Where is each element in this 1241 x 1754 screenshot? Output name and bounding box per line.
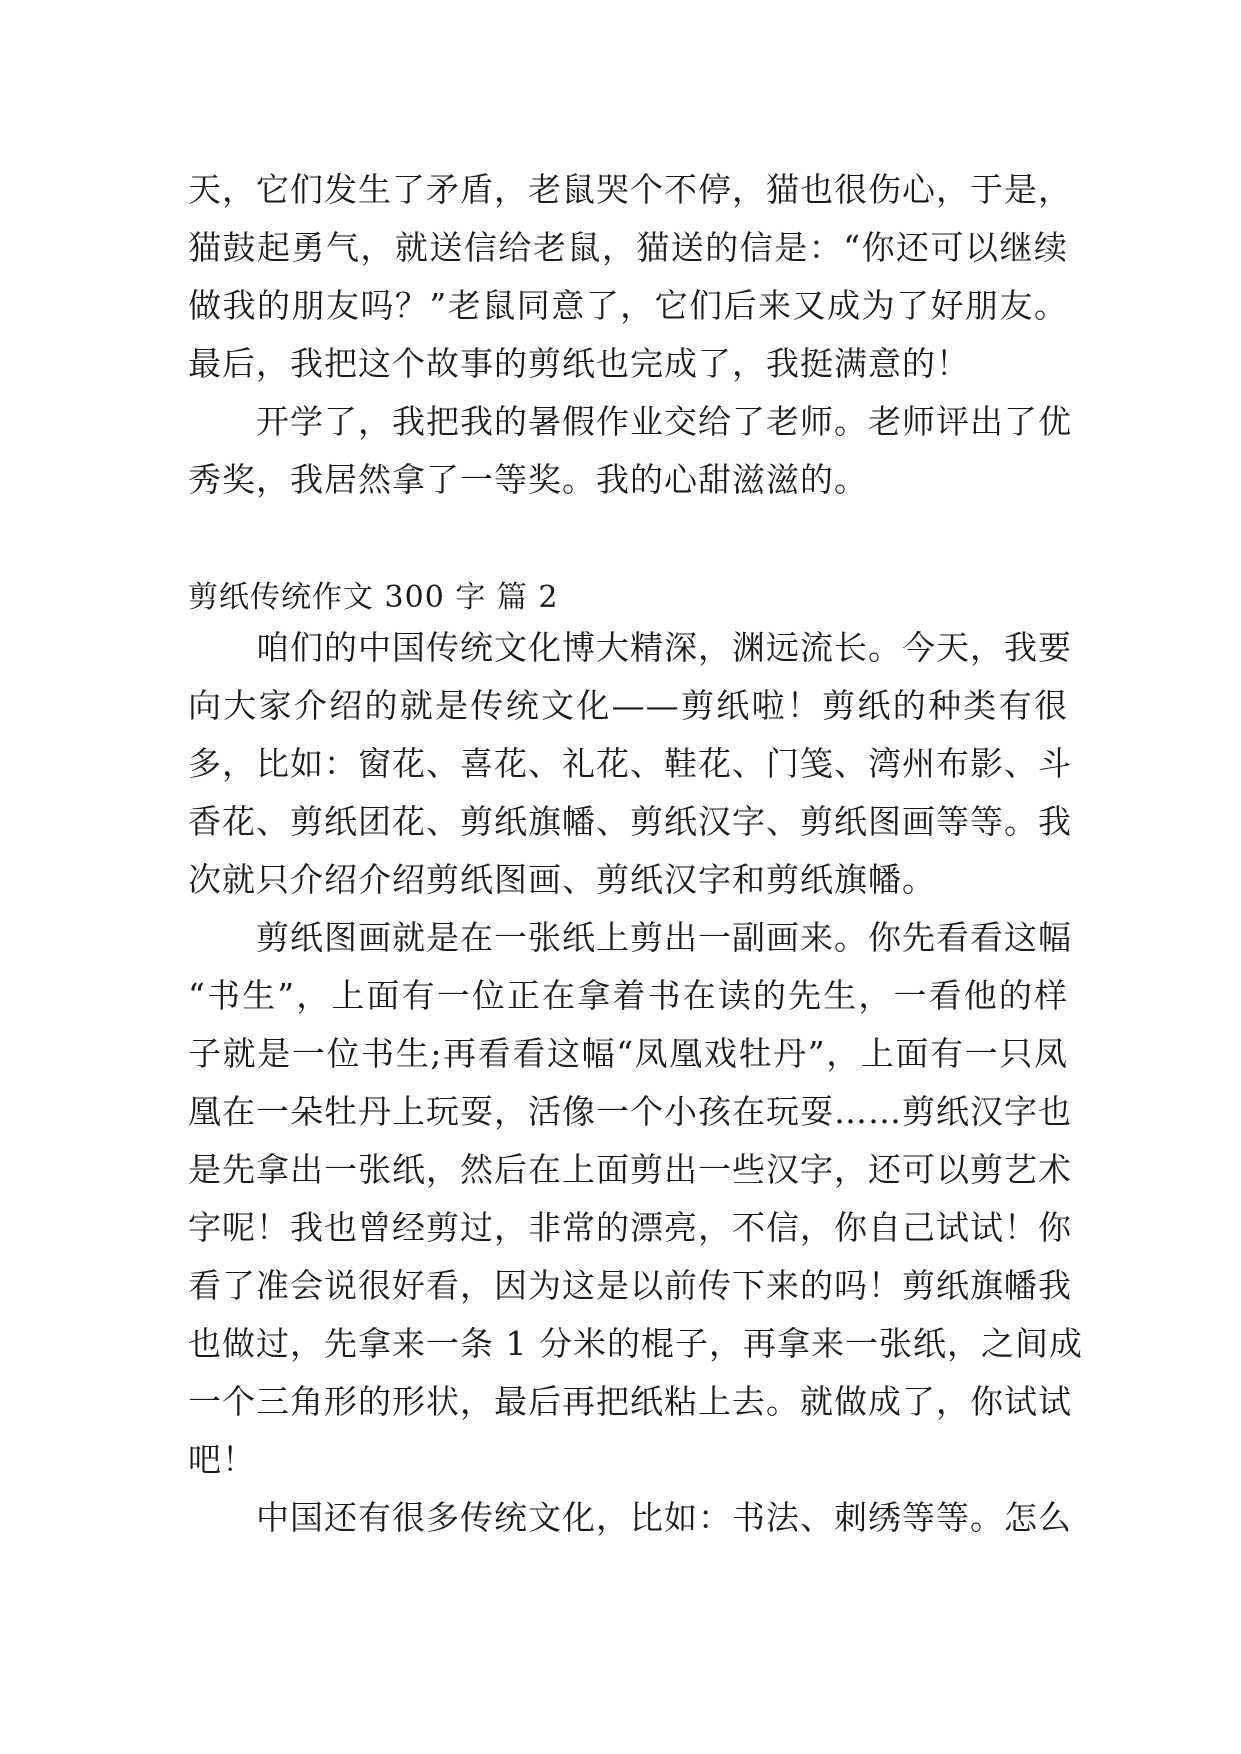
text-line: 是先拿出一张纸，然后在上面剪出一些汉字，还可以剪艺术 [188, 1150, 1072, 1189]
text-line: 次就只介绍介绍剪纸图画、剪纸汉字和剪纸旗幡。 [188, 860, 936, 899]
text-line: 字呢！我也曾经剪过，非常的漂亮，不信，你自己试试！你 [188, 1208, 1072, 1247]
text-line: 也做过，先拿来一条 1 分米的棍子，再拿来一张纸，之间成 [188, 1324, 1083, 1363]
paragraph-start-line: 开学了，我把我的暑假作业交给了老师。老师评出了优 [256, 402, 1072, 441]
text-line: 多，比如：窗花、喜花、礼花、鞋花、门笺、湾州布影、斗 [188, 744, 1072, 783]
text-line: 一个三角形的形状，最后再把纸粘上去。就做成了，你试试 [188, 1382, 1072, 1421]
text-line: 秀奖，我居然拿了一等奖。我的心甜滋滋的。 [188, 460, 868, 499]
text-line: 子就是一位书生;再看看这幅“凤凰戏牡丹”，上面有一只凤 [188, 1034, 1068, 1073]
text-line: 天，它们发生了矛盾，老鼠哭个不停，猫也很伤心，于是， [188, 170, 1072, 209]
paragraph-start-line: 咱们的中国传统文化博大精深，渊远流长。今天，我要 [256, 628, 1072, 667]
text-line: 香花、剪纸团花、剪纸旗幡、剪纸汉字、剪纸图画等等。我 [188, 802, 1072, 841]
section-heading: 剪纸传统作文 300 字 篇 2 [188, 580, 559, 615]
text-line: 看了准会说很好看，因为这是以前传下来的吗！剪纸旗幡我 [188, 1266, 1072, 1305]
text-line: 吧！ [188, 1440, 256, 1479]
text-line: “书生”，上面有一位正在拿着书在读的先生，一看他的样 [188, 976, 1068, 1015]
text-line: 向大家介绍的就是传统文化——剪纸啦！剪纸的种类有很 [188, 686, 1068, 725]
paragraph-start-line: 中国还有很多传统文化，比如：书法、刺绣等等。怎么 [256, 1498, 1072, 1537]
text-line: 最后，我把这个故事的剪纸也完成了，我挺满意的！ [188, 344, 970, 383]
text-line: 猫鼓起勇气，就送信给老鼠，猫送的信是：“你还可以继续 [188, 228, 1068, 267]
text-line: 做我的朋友吗？”老鼠同意了，它们后来又成为了好朋友。 [188, 286, 1068, 325]
text-line: 凰在一朵牡丹上玩耍，活像一个小孩在玩耍……剪纸汉字也 [188, 1092, 1072, 1131]
paragraph-start-line: 剪纸图画就是在一张纸上剪出一副画来。你先看看这幅 [256, 918, 1072, 957]
